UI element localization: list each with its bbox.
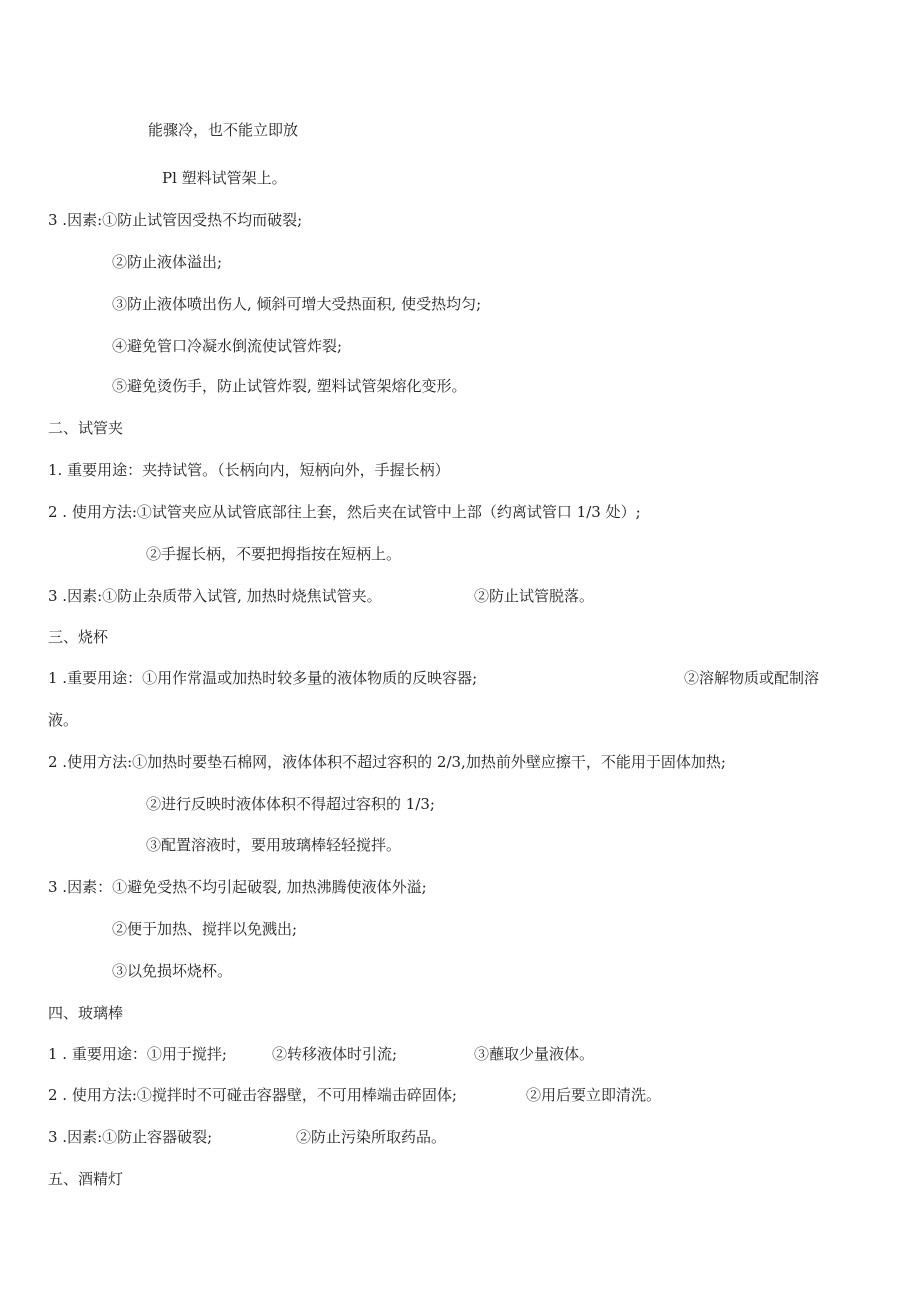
text-line: ③以免损坏烧杯。 xyxy=(112,962,233,980)
text-line: ③防止液体喷出伤人, 倾斜可增大受热面积, 使受热均匀; xyxy=(112,295,482,313)
text-line: 2 . 使用方法:①搅拌时不可碰击容器壁，不可用棒端击碎固体; xyxy=(48,1086,457,1104)
text-line: ②防止污染所取药品。 xyxy=(296,1128,447,1146)
text-line: 3 .因素:①防止容器破裂; xyxy=(48,1128,213,1146)
text-line: 3 .因素：①避免受热不均引起破裂, 加热沸腾使液体外溢; xyxy=(48,878,427,896)
text-line: 3 .因素:①防止试管因受热不均而破裂; xyxy=(48,211,303,229)
text-line: 液。 xyxy=(48,711,79,729)
section-heading: 二、试管夹 xyxy=(48,419,124,437)
text-line: 2 . 使用方法:①试管夹应从试管底部往上套，然后夹在试管中上部（约离试管口 1/3 处）; xyxy=(48,503,641,521)
text-line: 能骤冷，也不能立即放 xyxy=(148,121,299,139)
text-line: ②手握长柄，不要把拇指按在短柄上。 xyxy=(146,545,402,563)
text-line: ⑤避免烫伤手，防止试管炸裂, 塑料试管架熔化变形。 xyxy=(112,377,467,395)
text-line: ②转移液体时引流; xyxy=(272,1045,398,1063)
text-line: ②便于加热、搅拌以免溅出; xyxy=(112,920,298,938)
text-line: ②溶解物质或配制溶 xyxy=(684,669,820,687)
text-line: ③配置溶液时，要用玻璃棒轻轻搅拌。 xyxy=(146,836,402,854)
text-line: 2 .使用方法:①加热时要垫石棉网，液体体积不超过容积的 2/3,加热前外壁应擦干，不能用于固体加热; xyxy=(48,753,726,771)
text-line: 1. 重要用途：夹持试管。（长柄向内，短柄向外，手握长柄） xyxy=(48,461,450,479)
section-heading: 四、玻璃棒 xyxy=(48,1004,124,1022)
section-heading: 五、酒精灯 xyxy=(48,1170,124,1188)
text-line: ④避免管口冷凝水倒流使试管炸裂; xyxy=(112,337,343,355)
text-line: ②防止液体溢出; xyxy=(112,253,223,271)
text-line: 1 . 重要用途：①用于搅拌; xyxy=(48,1045,227,1063)
text-line: 3 .因素:①防止杂质带入试管, 加热时烧焦试管夹。 xyxy=(48,587,382,605)
text-line: 1 .重要用途：①用作常温或加热时较多量的液体物质的反映容器; xyxy=(48,669,478,687)
text-line: Pl 塑料试管架上。 xyxy=(162,169,287,187)
section-heading: 三、烧杯 xyxy=(48,628,109,646)
text-line: ②用后要立即清洗。 xyxy=(526,1086,662,1104)
text-line: ②进行反映时液体体积不得超过容积的 1/3; xyxy=(146,795,435,813)
text-line: ②防止试管脱落。 xyxy=(474,587,595,605)
text-line: ③蘸取少量液体。 xyxy=(474,1045,595,1063)
